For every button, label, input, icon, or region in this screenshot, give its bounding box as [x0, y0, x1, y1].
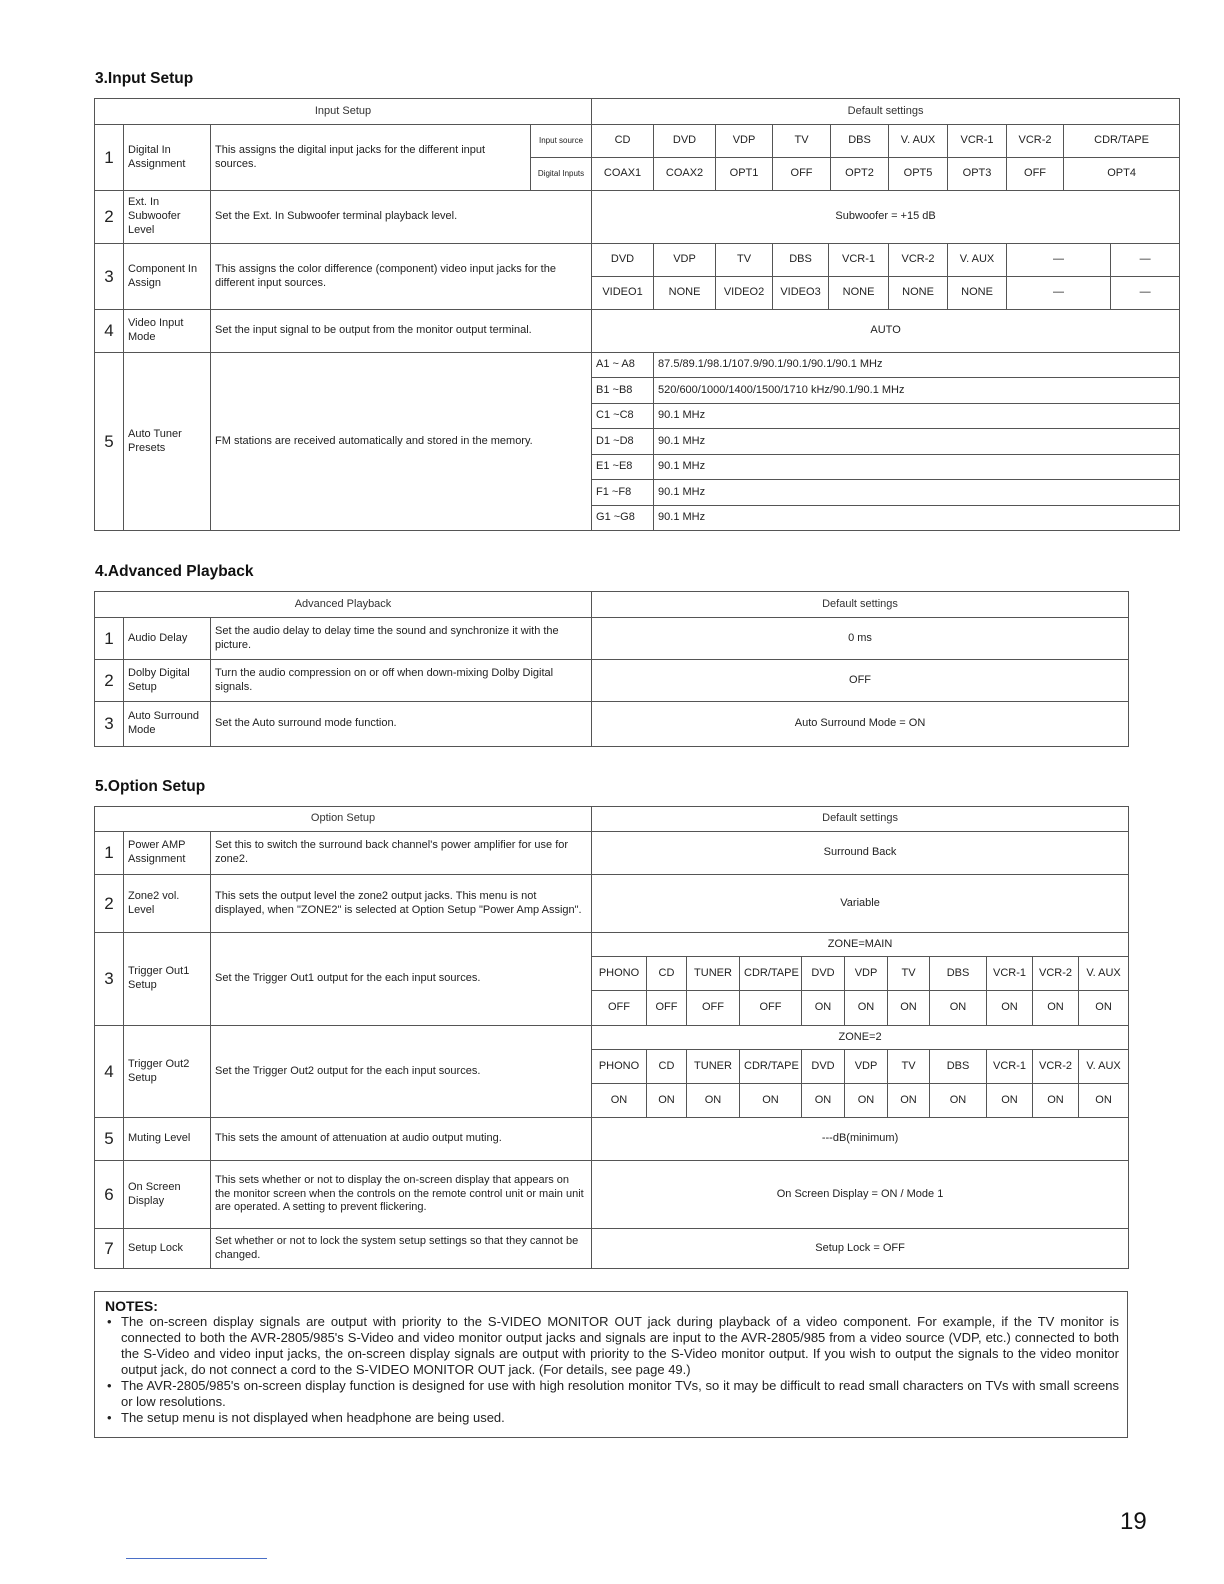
value-cell: —	[1111, 277, 1180, 310]
source-cell: DBS	[831, 125, 889, 158]
preset-frequency: 520/600/1000/1400/1500/1710 kHz/90.1/90.1 MHz	[654, 378, 1180, 404]
default-value: Surround Back	[592, 832, 1129, 875]
preset-frequency: 90.1 MHz	[654, 404, 1180, 429]
setting-description: Set the audio delay to delay time the sound and synchronize it with the picture.	[211, 618, 592, 660]
source-cell: CD	[647, 1050, 687, 1084]
source-cell: CD	[592, 125, 654, 158]
value-cell: ON	[647, 1084, 687, 1118]
value-cell: ON	[987, 1084, 1033, 1118]
section-title-option-setup: 5.Option Setup	[95, 778, 206, 795]
value-cell: OFF	[1007, 158, 1064, 191]
source-cell: TUNER	[687, 957, 740, 991]
setting-name: Ext. In Subwoofer Level	[124, 191, 211, 244]
source-cell: VCR-1	[987, 1050, 1033, 1084]
setting-name: Auto Surround Mode	[124, 702, 211, 747]
source-cell: VCR-2	[889, 244, 948, 277]
default-value: Setup Lock = OFF	[592, 1229, 1129, 1269]
source-cell: TV	[888, 1050, 930, 1084]
setting-name: Auto Tuner Presets	[124, 353, 211, 531]
value-cell: VIDEO1	[592, 277, 654, 310]
value-cell: OFF	[687, 991, 740, 1026]
note-item: • The AVR-2805/985's on-screen display function is designed for use with high resolution monitor TVs, so it may be difficult to read small characters on TVs with small screens or low resolutions.	[105, 1378, 1119, 1410]
source-cell: DVD	[592, 244, 654, 277]
preset-frequency: 90.1 MHz	[654, 429, 1180, 455]
row-number: 3	[95, 244, 124, 310]
value-cell: ON	[930, 991, 987, 1026]
value-cell: ON	[987, 991, 1033, 1026]
setting-name: Power AMP Assignment	[124, 832, 211, 875]
value-cell: ON	[845, 1084, 888, 1118]
source-cell: V. AUX	[889, 125, 948, 158]
setting-description: Set the Auto surround mode function.	[211, 702, 592, 747]
preset-frequency: 90.1 MHz	[654, 480, 1180, 506]
row-number: 7	[95, 1229, 124, 1269]
default-value: Subwoofer = +15 dB	[592, 191, 1180, 244]
preset-frequency: 90.1 MHz	[654, 506, 1180, 531]
source-cell: —	[1111, 244, 1180, 277]
row-number: 2	[95, 875, 124, 933]
table-header-right: Default settings	[592, 592, 1129, 618]
source-cell: VDP	[716, 125, 773, 158]
setting-name: Trigger Out2 Setup	[124, 1026, 211, 1118]
setting-name: Muting Level	[124, 1118, 211, 1161]
preset-range: C1 ~C8	[592, 404, 654, 429]
preset-frequency: 90.1 MHz	[654, 455, 1180, 480]
default-value: Auto Surround Mode = ON	[592, 702, 1129, 747]
setting-description: This sets whether or not to display the on-screen display that appears on the monitor screen when the controls on the remote control unit or main unit are operated. A setting to prevent flickering.	[211, 1161, 592, 1229]
source-cell: VCR-2	[1007, 125, 1064, 158]
setting-description: This assigns the color difference (component) video input jacks for the different input sources.	[211, 244, 592, 310]
section-title-advanced-playback: 4.Advanced Playback	[95, 563, 254, 580]
source-cell: VDP	[845, 1050, 888, 1084]
default-value: ---dB(minimum)	[592, 1118, 1129, 1161]
source-cell: V. AUX	[1079, 957, 1129, 991]
preset-range: A1 ~ A8	[592, 353, 654, 378]
row-number: 3	[95, 702, 124, 747]
note-item: • The on-screen display signals are output with priority to the S-VIDEO MONITOR OUT jack during playback of a video component. For example, if the TV monitor is connected to both the AVR-2805/985's S-Video and video monitor output jacks and signals are input to the AVR-2805/985 from a video source (VDP, etc.) connected to both the S-Video and video input jacks, the on-screen display signals are output with priority to the S-Video monitor output. If you wish to output the signals to the video monitor output jack, do not connect a cord to the S-VIDEO MONITOR OUT jack. (For details, see page 49.)	[105, 1314, 1119, 1378]
value-cell: VIDEO3	[773, 277, 829, 310]
value-cell: OFF	[592, 991, 647, 1026]
preset-range: B1 ~B8	[592, 378, 654, 404]
setting-name: On Screen Display	[124, 1161, 211, 1229]
value-cell: ON	[687, 1084, 740, 1118]
notes-list	[105, 1314, 1119, 1426]
table-header-right: Default settings	[592, 99, 1180, 125]
source-cell: V. AUX	[948, 244, 1007, 277]
value-cell: —	[1007, 277, 1111, 310]
default-value: On Screen Display = ON / Mode 1	[592, 1161, 1129, 1229]
value-cell: COAX1	[592, 158, 654, 191]
source-cell: CD	[647, 957, 687, 991]
value-cell: ON	[592, 1084, 647, 1118]
value-cell: COAX2	[654, 158, 716, 191]
value-cell: OPT5	[889, 158, 948, 191]
row-number: 3	[95, 933, 124, 1026]
setting-description: Turn the audio compression on or off when down-mixing Dolby Digital signals.	[211, 660, 592, 702]
note-item: • The setup menu is not displayed when headphone are being used.	[105, 1410, 1119, 1426]
footer-rule	[126, 1558, 267, 1559]
setting-description: Set the input signal to be output from the monitor output terminal.	[211, 310, 592, 353]
table-header-right: Default settings	[592, 807, 1129, 832]
value-cell: ON	[888, 991, 930, 1026]
source-cell: CDR/TAPE	[740, 957, 802, 991]
advanced-playback-table	[94, 591, 1129, 747]
source-cell: TV	[716, 244, 773, 277]
source-cell: DVD	[802, 957, 845, 991]
value-cell: ON	[888, 1084, 930, 1118]
value-cell: OPT2	[831, 158, 889, 191]
source-cell: CDR/TAPE	[1064, 125, 1180, 158]
row-number: 2	[95, 191, 124, 244]
setting-description: Set the Ext. In Subwoofer terminal playback level.	[211, 191, 592, 244]
setting-name: Setup Lock	[124, 1229, 211, 1269]
source-cell: VCR-1	[948, 125, 1007, 158]
source-cell: VCR-1	[829, 244, 889, 277]
table-header-left: Input Setup	[95, 99, 592, 125]
row-number: 4	[95, 310, 124, 353]
row-number: 6	[95, 1161, 124, 1229]
source-cell: VCR-1	[987, 957, 1033, 991]
value-cell: OFF	[773, 158, 831, 191]
row-number: 5	[95, 353, 124, 531]
section-title-input-setup: 3.Input Setup	[95, 70, 194, 87]
source-cell: —	[1007, 244, 1111, 277]
zone-label: ZONE=MAIN	[592, 933, 1129, 957]
value-cell: NONE	[889, 277, 948, 310]
value-cell: NONE	[829, 277, 889, 310]
notes-box	[94, 1291, 1128, 1438]
row-number: 1	[95, 618, 124, 660]
setting-description: Set whether or not to lock the system setup settings so that they cannot be changed.	[211, 1229, 592, 1269]
default-value: AUTO	[592, 310, 1180, 353]
value-cell: ON	[802, 991, 845, 1026]
source-cell: DBS	[930, 1050, 987, 1084]
input-source-label: Input source	[531, 125, 592, 158]
setting-description: This sets the output level the zone2 output jacks. This menu is not displayed, when "ZONE2" is selected at Option Setup "Power Amp Assign".	[211, 875, 592, 933]
setting-name: Component In Assign	[124, 244, 211, 310]
value-cell: OPT4	[1064, 158, 1180, 191]
source-cell: TUNER	[687, 1050, 740, 1084]
preset-range: G1 ~G8	[592, 506, 654, 531]
row-number: 5	[95, 1118, 124, 1161]
preset-range: E1 ~E8	[592, 455, 654, 480]
value-cell: NONE	[948, 277, 1007, 310]
default-value: 0 ms	[592, 618, 1129, 660]
table-header-left: Advanced Playback	[95, 592, 592, 618]
value-cell: ON	[1079, 991, 1129, 1026]
value-cell: OFF	[647, 991, 687, 1026]
preset-frequency: 87.5/89.1/98.1/107.9/90.1/90.1/90.1/90.1 MHz	[654, 353, 1180, 378]
source-cell: CDR/TAPE	[740, 1050, 802, 1084]
source-cell: VDP	[654, 244, 716, 277]
setting-description: This assigns the digital input jacks for the different input sources.	[211, 125, 531, 191]
default-value: Variable	[592, 875, 1129, 933]
row-number: 4	[95, 1026, 124, 1118]
setting-description: FM stations are received automatically and stored in the memory.	[211, 353, 592, 531]
value-cell: OPT1	[716, 158, 773, 191]
source-cell: PHONO	[592, 957, 647, 991]
value-cell: VIDEO2	[716, 277, 773, 310]
source-cell: VCR-2	[1033, 957, 1079, 991]
input-setup-table	[94, 98, 1180, 531]
setting-description: Set the Trigger Out2 output for the each input sources.	[211, 1026, 592, 1118]
value-cell: OFF	[740, 991, 802, 1026]
source-cell: VCR-2	[1033, 1050, 1079, 1084]
source-cell: V. AUX	[1079, 1050, 1129, 1084]
default-value: OFF	[592, 660, 1129, 702]
preset-range: F1 ~F8	[592, 480, 654, 506]
setting-description: This sets the amount of attenuation at audio output muting.	[211, 1118, 592, 1161]
source-cell: DBS	[930, 957, 987, 991]
notes-title: NOTES:	[105, 1298, 158, 1314]
value-cell: NONE	[654, 277, 716, 310]
value-cell: ON	[1079, 1084, 1129, 1118]
setting-name: Digital In Assignment	[124, 125, 211, 191]
value-cell: ON	[740, 1084, 802, 1118]
value-cell: OPT3	[948, 158, 1007, 191]
page-number: 19	[1120, 1508, 1147, 1535]
source-cell: TV	[888, 957, 930, 991]
zone-label: ZONE=2	[592, 1026, 1129, 1050]
row-number: 1	[95, 832, 124, 875]
setting-name: Zone2 vol. Level	[124, 875, 211, 933]
setting-name: Trigger Out1 Setup	[124, 933, 211, 1026]
source-cell: DVD	[654, 125, 716, 158]
value-cell: ON	[802, 1084, 845, 1118]
setting-name: Dolby Digital Setup	[124, 660, 211, 702]
setting-description: Set the Trigger Out1 output for the each input sources.	[211, 933, 592, 1026]
setting-description: Set this to switch the surround back channel's power amplifier for use for zone2.	[211, 832, 592, 875]
value-cell: ON	[930, 1084, 987, 1118]
source-cell: TV	[773, 125, 831, 158]
row-number: 1	[95, 125, 124, 191]
source-cell: VDP	[845, 957, 888, 991]
row-number: 2	[95, 660, 124, 702]
source-cell: DVD	[802, 1050, 845, 1084]
option-setup-table	[94, 806, 1129, 1269]
value-cell: ON	[1033, 991, 1079, 1026]
digital-inputs-label: Digital Inputs	[531, 158, 592, 191]
source-cell: PHONO	[592, 1050, 647, 1084]
value-cell: ON	[845, 991, 888, 1026]
value-cell: ON	[1033, 1084, 1079, 1118]
preset-range: D1 ~D8	[592, 429, 654, 455]
table-header-left: Option Setup	[95, 807, 592, 832]
source-cell: DBS	[773, 244, 829, 277]
setting-name: Audio Delay	[124, 618, 211, 660]
setting-name: Video Input Mode	[124, 310, 211, 353]
